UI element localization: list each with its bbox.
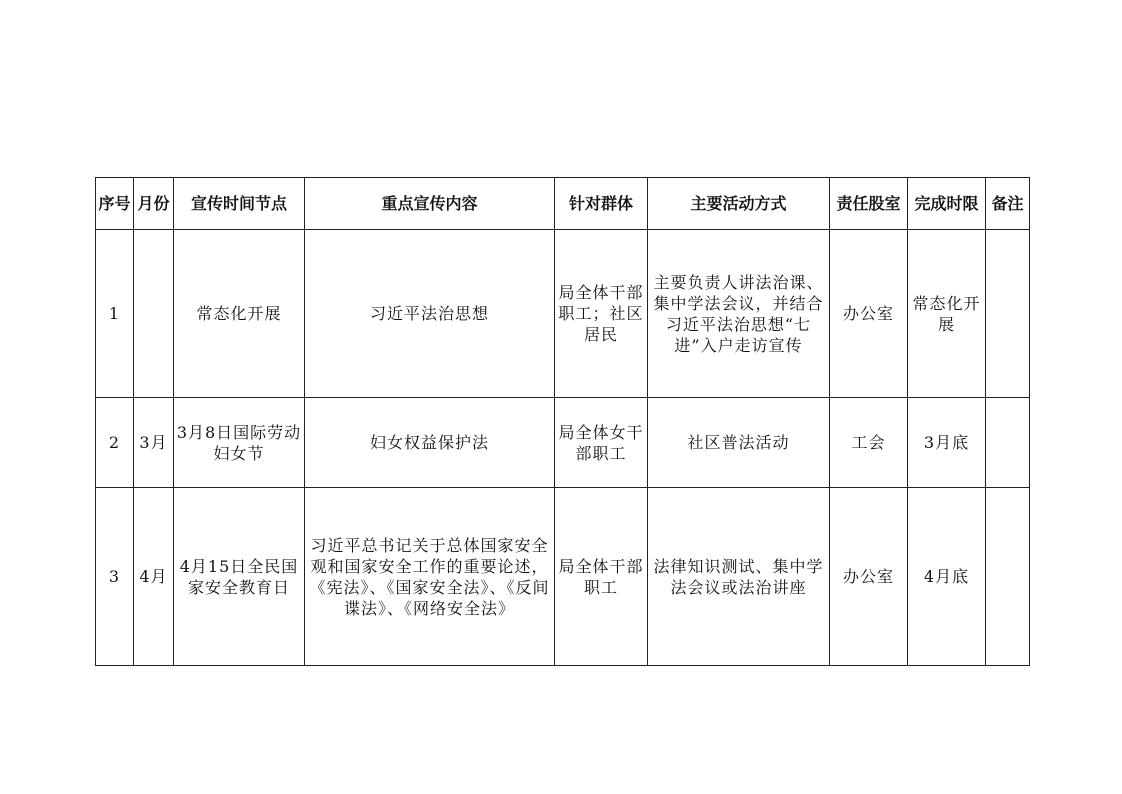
table-row: [96, 398, 1030, 488]
header-time-node: 宣传时间节点: [174, 178, 305, 230]
cell-remarks: [986, 488, 1030, 666]
header-month: 月份: [134, 178, 174, 230]
cell-seq: 2: [96, 398, 134, 488]
cell-deadline: 4月底: [908, 488, 986, 666]
cell-content: 习近平总书记关于总体国家安全观和国家安全工作的重要论述，《宪法》、《国家安全法》、《反间谍法》、《网络安全法》: [305, 488, 555, 666]
cell-month: 3月: [134, 398, 174, 488]
table-row: [96, 230, 1030, 398]
cell-content: 妇女权益保护法: [305, 398, 555, 488]
cell-target: 局全体女干部职工: [555, 398, 648, 488]
header-remarks: 备注: [986, 178, 1030, 230]
table-row: [96, 488, 1030, 666]
cell-department: 办公室: [830, 488, 908, 666]
cell-target: 局全体干部职工；社区居民: [555, 230, 648, 398]
cell-target: 局全体干部职工: [555, 488, 648, 666]
cell-activity: 社区普法活动: [648, 398, 830, 488]
cell-activity: 主要负责人讲法治课、集中学法会议，并结合习近平法治思想“七进”入户走访宣传: [648, 230, 830, 398]
header-deadline: 完成时限: [908, 178, 986, 230]
cell-month: 4月: [134, 488, 174, 666]
header-activity: 主要活动方式: [648, 178, 830, 230]
cell-time-node: 常态化开展: [174, 230, 305, 398]
cell-deadline: 常态化开展: [908, 230, 986, 398]
header-department: 责任股室: [830, 178, 908, 230]
cell-time-node: 3月8日国际劳动妇女节: [174, 398, 305, 488]
cell-month: [134, 230, 174, 398]
table-header-row: [96, 178, 1030, 230]
cell-seq: 1: [96, 230, 134, 398]
publicity-plan-table: [95, 177, 1030, 666]
cell-remarks: [986, 398, 1030, 488]
header-content: 重点宣传内容: [305, 178, 555, 230]
header-seq: 序号: [96, 178, 134, 230]
cell-content: 习近平法治思想: [305, 230, 555, 398]
cell-time-node: 4月15日全民国家安全教育日: [174, 488, 305, 666]
cell-department: 工会: [830, 398, 908, 488]
cell-deadline: 3月底: [908, 398, 986, 488]
cell-department: 办公室: [830, 230, 908, 398]
cell-activity: 法律知识测试、集中学法会议或法治讲座: [648, 488, 830, 666]
cell-remarks: [986, 230, 1030, 398]
header-target: 针对群体: [555, 178, 648, 230]
cell-seq: 3: [96, 488, 134, 666]
